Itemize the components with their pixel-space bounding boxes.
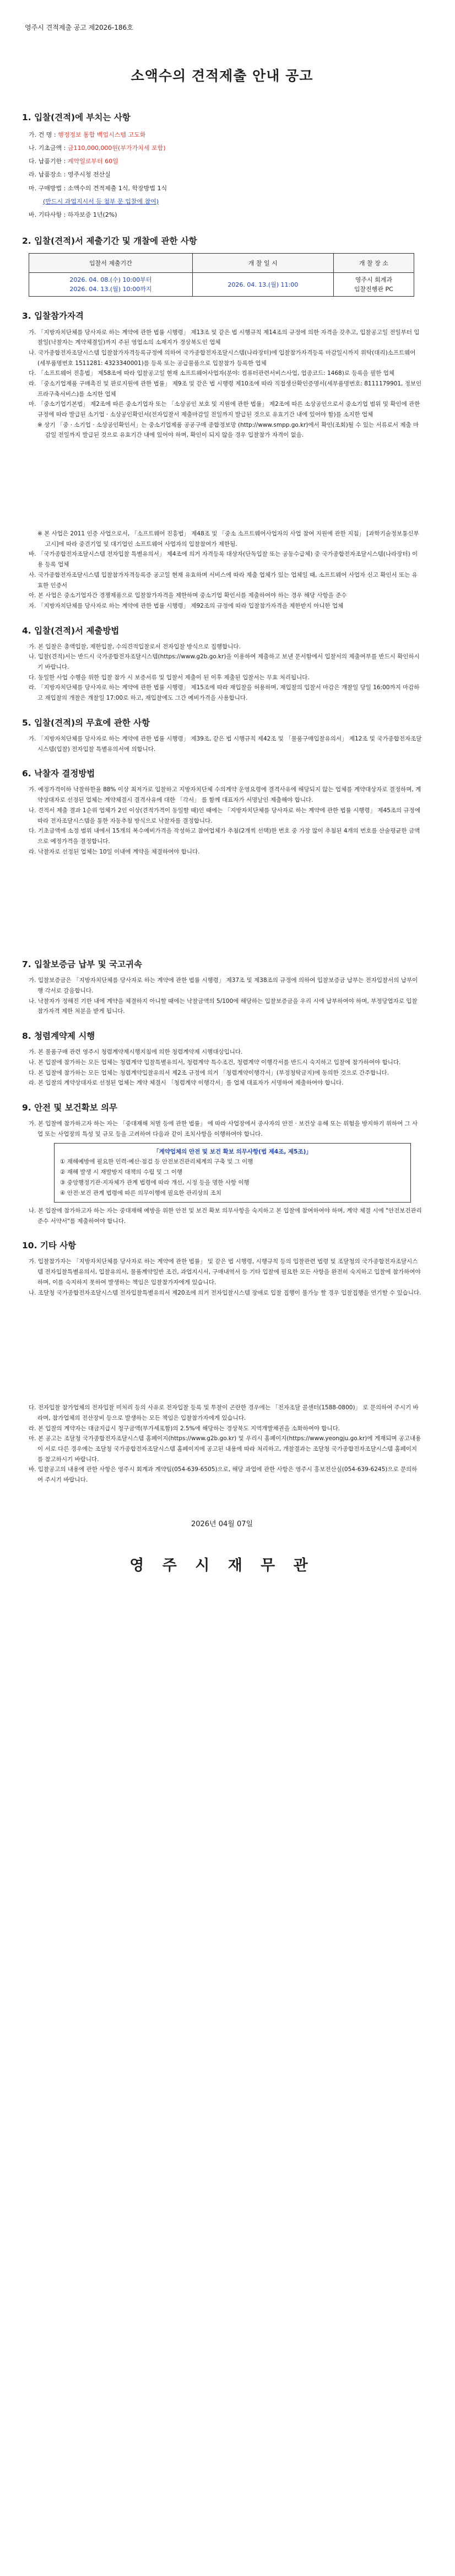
document-title: 소액수의 견적제출 안내 공고 bbox=[131, 68, 313, 84]
paragraph: 라. 본 입찰의 계약자는 대금지급시 청구금액(부가세포함)의 2.5%에 해당하는 경상북도 지역개발채권을 소화하여야 합니다. bbox=[29, 1425, 340, 1432]
paragraph: 가. 「지방자치단체를 당사자로 하는 계약에 관한 법률 시행령」 제13조 및 같은 법 시행규칙 제14조의 규정에 의한 자격을 갖추고, 입찰공고일 전일부터 입찰일(낙찰자는 계약체결일)까지 주된 영업소의 소재지가 경상북도인 업체 bbox=[29, 329, 420, 346]
paragraph: 바. 입찰공고의 내용에 관한 사항은 영주시 회계과 계약팀(054-639-6505)으로, 해당 과업에 관한 사항은 영주시 홍보전산실(054-639-6245)으로 문의하여 주시기 바랍니다. bbox=[29, 1466, 418, 1484]
paragraph: 나. 국가종합전자조달시스템 입찰참가자격등록규정에 의하여 국가종합전자조달시스템(나라장터)에 입찰참가자격등록 마감일시까지 위탁(대리)소프트웨어(세부품명번호 1511281: 4323340001)를 등록 또는 공급물품으로 입찰참가 등록한 업체 bbox=[29, 349, 416, 367]
paragraph: 나. 본 입찰에 참가하는 모든 업체는 청렴계약 입찰특별유의서, 청렴계약 특수조건, 청렴계약 이행각서를 반드시 숙지하고 입찰에 참가하여야 합니다. bbox=[29, 1059, 401, 1066]
paragraph: 가. 예정가격이하 낙찰하한율 88% 이상 최저가로 입찰하고 지방자치단체 수의계약 운영요령에 결격사유에 해당되지 않는 업체를 계약대상자로 결정하며, 계약상대자로 선정된 업체는 계약체결시 결격사유에 대한 「각서」 를 함께 대표자가 서명날인 제출해야 합니다. bbox=[29, 786, 421, 804]
section-1-heading: 1. 입찰(견적)에 부치는 사항 bbox=[22, 112, 131, 122]
bid-item: 가. 건 명 : 행정정보 통합 백업시스템 고도화 bbox=[29, 131, 146, 138]
paragraph: 라. 「지방자치단체를 당사자로 하는 계약에 관한 법률 시행령」 제15조에 따라 재입찰을 허용하며, 재입찰의 입찰서 마감은 개찰일 당일 16:00까지 마감하고 재입찰의 개찰은 개찰일 17:00로 하고, 재입찰에도 그간 예비가격을 사용합니다. bbox=[29, 684, 420, 702]
paragraph: 가. 입찰참가자는 「지방자치단체를 당사자로 하는 계약에 관한 법률」 및 같은 법 시행령, 시행규칙 등의 입찰관련 법령 및 조달청의 국가종합전자조달시스템 전자입찰특별유의서, 입찰유의서, 물품계약일반 조건, 과업지시서, 구매내역서 등 기타 입찰에 필요한 모든 사항을 완전히 숙지하고 입찰에 참가하여야 하며, 이를 숙지하지 못하여 발생하는 책임은 입찰참가자에게 있습니다. bbox=[29, 1258, 421, 1286]
box-title: 「계약업체의 안전 및 보건 확보 의무사항(법 제4조, 제5조)」 bbox=[153, 1148, 312, 1155]
section-3-heading: 3. 입찰참가자격 bbox=[22, 311, 84, 321]
paragraph: 나. 조달청 국가종합전자조달시스템 전자입찰특별유의서 제20조에 의거 전자입찰시스템 장애로 입찰 집행이 불가능 할 경우 입찰집행을 연기할 수 있습니다. bbox=[29, 1289, 421, 1296]
paragraph: 다. 「소프트웨어 진흥법」 제58조에 따라 입찰공고일 현재 소프트웨어사업자(분야: 컴퓨터관련서비스사업, 업종코드: 1468)로 등록을 필한 업체 bbox=[29, 370, 394, 377]
paragraph: 나. 입찰(견적)서는 반드시 국가종합전자조달시스템(https://www.g2b.go.kr)을 이용하여 제출하고 보낸 문서함에서 입찰서의 제출여부를 반드시 확인하시기 바랍니다. bbox=[29, 653, 420, 671]
section-9-heading: 9. 안전 및 보건확보 의무 bbox=[22, 1103, 118, 1113]
issuing-organization: 영 주 시 재 무 관 bbox=[129, 1557, 315, 1575]
paragraph: 나. 견적서 제출 결과 1순위 업체가 2인 이상(견적가격이 동일할 때)인 때에는 「지방자치단체를 당사자로 하는 계약에 관한 법률 시행령」 제45조의 규정에 따라 전자조달시스템을 통한 자동추첨 방식으로 낙찰자를 결정합니다. bbox=[29, 807, 420, 824]
box-item: ① 재해예방에 필요한 인력·예산·점검 등 안전보건관리체계의 구축 및 그 이행 bbox=[60, 1158, 253, 1166]
schedule-header: 개 찰 일 시 bbox=[192, 254, 333, 273]
paragraph: 다. 동일한 사업 수행을 위한 입찰 참가 시 보증서류 및 입찰서 제출이 된 이후 제출된 입찰서는 무효 처리됩니다. bbox=[29, 674, 310, 681]
schedule-header: 입찰서 제출기간 bbox=[29, 254, 193, 273]
section-8-heading: 8. 청렴계약제 시행 bbox=[22, 1031, 95, 1042]
paragraph: 가. 「지방자치단체를 당사자로 하는 계약에 관한 법률 시행령」 제39조, 같은 법 시행규칙 제42조 및 「물품구매입찰유의서」 제12조 및 국가종합전자조달시스템(입찰) 전자입찰 특별유의서에 의합니다. bbox=[29, 735, 422, 753]
paragraph: 라. 본 입찰의 계약상대자로 선정된 업체는 계약 체결시 「청렴계약 이행각서」를 업체 대표자가 서명하여 제출하여야 합니다. bbox=[29, 1080, 344, 1087]
paragraph: 가. 입찰보증금은 「지방자치단체를 당사자로 하는 계약에 관한 법률 시행령」 제37조 및 제38조의 규정에 의하여 입찰보증금 납부는 전자입찰서의 납부이행 각서로 갈음합니다. bbox=[29, 977, 418, 995]
bid-item: 마. 구매방법 : 소액수의 견적제출 1식, 학장방법 1식 bbox=[29, 184, 167, 192]
paragraph: 다. 기초금액에 소정 범위 내에서 15개의 복수예비가격을 작성하고 참여업체가 추첨(2개씩 선택)한 번호 중 가장 많이 추첨된 4개의 번호를 산술평균한 금액으로 예정가격을 결정합니다. bbox=[29, 828, 420, 845]
paragraph: 마. 본 공고는 조달청 국가종합전자조달시스템 홈페이지(https://www.g2b.go.kr) 및 우리시 홈페이지(https://www.yeongju.go.kr)에 게재되며 공고내용이 서로 다른 경우에는 조달청 국가종합전자조달시스템 홈페이지에 공고된 내용에 따라 처리하고, 개찰결과는 조달청 국가종합전자조달시스템 홈페이지를 참고하시기 바랍니다. bbox=[29, 1435, 421, 1463]
section-6-heading: 6. 낙찰자 결정방법 bbox=[22, 769, 95, 779]
paragraph: 아. 본 사업은 중소기업자간 경쟁제품으로 입찰참가자격을 제한하며 중소기업 확인서를 제출하여야 하는 경우 해당 사항을 준수 bbox=[29, 592, 347, 599]
paragraph: 라. 낙찰자로 선정된 업체는 10일 이내에 계약을 체결하여야 합니다. bbox=[29, 848, 200, 855]
box-item: ② 재해 발생 시 재발방지 대책의 수립 및 그 이행 bbox=[60, 1169, 183, 1176]
opening-time: 2026. 04. 13.(월) 11:00 bbox=[192, 273, 333, 297]
bid-items-list bbox=[22, 128, 422, 222]
bid-item: 바. 기타사항 : 하자보증 1년(2%) bbox=[29, 211, 117, 218]
paragraph: 나. 본 입찰에 참가하고자 하는 자는 중대재해 예방을 위한 안전 및 보건 확보 의무사항을 숙지하고 본 입찰에 참여하여야 하며, 계약 체결 시에 "안전보건관리 준수 서약서"를 제출하여야 합니다. bbox=[29, 1207, 422, 1225]
paragraph: 마. 「중소기업기본법」 제2조에 따른 중소기업자 또는 「소상공인 보호 및 지원에 관한 법률」 제2조에 따른 소상공인으로서 중소기업 범위 및 확인에 관한 규정에 따라 발급된 소기업 · 소상공인확인서(전자입찰서 제출마감일 전일까지 발급된 것으로 유효기간 내에 있어야 함)를 소지한 업체 bbox=[29, 401, 420, 418]
box-item: ④ 안전·보건 관계 법령에 따른 의무이행에 필요한 관리상의 조치 bbox=[60, 1190, 222, 1197]
schedule-header: 개 찰 장 소 bbox=[333, 254, 414, 273]
bid-item: 다. 납품기한 : 계약일로부터 60일 bbox=[29, 158, 118, 165]
note-paragraph: ※ 본 사업은 2011 인증 사업으로서, 「소프트웨어 진흥법」 제48조 및 「중소 소프트웨어사업자의 사업 참여 지원에 관한 지침」 [과학기술정보통신부 고시]에 따라 중견기업 및 대기업인 소프트웨어 사업자의 입찰참여가 제한됨. bbox=[37, 530, 419, 548]
section-4-heading: 4. 입찰(견적)서 제출방법 bbox=[22, 625, 120, 636]
safety-obligations-box bbox=[54, 1143, 411, 1203]
paragraph: 다. 전자입찰 참가업체의 전자입찰 미처리 등의 사유로 전자입찰 등록 및 투찰이 곤란한 경우에는 「전자조달 콜센터(1588-0800)」 로 문의하여 주시기 바라며, 참가업체의 전산장비 등으로 발생하는 모든 책임은 입찰참가자에게 있습니다. bbox=[29, 1404, 419, 1421]
paragraph: 바. 「국가종합전자조달시스템 전자입찰 특별유의서」 제4조에 의거 자격등록 대상자(단독입찰 또는 공동수급체) 중 국가종합전자조달시스템(나라장터) 이용 등록 업체 bbox=[29, 551, 418, 568]
paragraph: 자. 「지방자치단체를 당사자로 하는 계약에 관한 법률 시행령」 제92조의 규정에 따라 입찰참가자격을 제한받지 아니한 업체 bbox=[29, 602, 344, 609]
issue-date: 2026년 04월 07일 bbox=[191, 1520, 253, 1528]
paragraph: 나. 낙찰자가 정해진 기한 내에 계약을 체결하지 아니할 때에는 낙찰금액의 5/100에 해당하는 입찰보증금을 우리 시에 납부하여야 하며, 부정당업자로 입찰참가자격 제한 처분을 받게 됩니다. bbox=[29, 997, 418, 1015]
schedule-table bbox=[29, 253, 414, 297]
bid-item: 나. 기초금액 : 금110,000,000원(부가가치세 포함) bbox=[29, 144, 166, 152]
section-7-heading: 7. 입찰보증금 납부 및 국고귀속 bbox=[22, 959, 142, 970]
section-2-heading: 2. 입찰(견적)서 제출기간 및 개찰에 관한 사항 bbox=[22, 236, 197, 246]
section-5-heading: 5. 입찰(견적)의 무효에 관한 사항 bbox=[22, 717, 150, 728]
paragraph: 가. 본 입찰은 총액입찰, 제한입찰, 수의견적입찰로서 전자입찰 방식으로 집행합니다. bbox=[29, 643, 241, 650]
section-10-heading: 10. 기타 사항 bbox=[22, 1241, 77, 1251]
box-item: ③ 중앙행정기관·지자체가 관계 법령에 따라 개선, 시정 등을 명한 사항 이행 bbox=[60, 1179, 250, 1187]
paragraph: 가. 본 입찰에 참가하고자 하는 자는 「중대재해 처벌 등에 관한 법률」 에 따라 사업장에서 종사자의 안전 · 보건상 유해 또는 위험을 방지하기 위하여 그 사업 또는 사업장의 특성 및 규모 등을 고려하여 다음과 같이 조치사항을 이행하여야 합니다. bbox=[29, 1120, 418, 1137]
paragraph: 라. 「중소기업제품 구매촉진 및 판로지원에 관한 법률」 제9조 및 같은 법 시행령 제10조에 따라 직접생산확인증명서(세부품명번호: 8111179901, 정보인프라구축서비스)를 소지한 업체 bbox=[29, 380, 422, 398]
paragraph: 사. 국가종합전자조달시스템 입찰참가자격등록증 공고일 현재 유효하며 서비스에 따라 제출 업체가 있는 업체일 때, 소프트웨어 사업자 신고 확인서 또는 유효한 인증서 bbox=[29, 571, 418, 589]
paragraph: 다. 본 입찰에 참가하는 모든 업체는 청렴계약입찰유의서 제2조 규정에 의거 「청렴계약이행각서」(부정청탁금지)에 동의한 것으로 간주합니다. bbox=[29, 1069, 389, 1076]
note-paragraph: ※ 상기 「중 · 소기업 · 소상공인확인서」는 중소기업제품 공공구매 종합정보망 (http://www.smpp.go.kr)에서 확인(조회)될 수 있는 서류로서 제출 마감일 전일까지 발급된 것으로 유효기간 내에 있어야 하며, 확인이 되지 않을 경우 입찰참가 자격이 없음. bbox=[37, 421, 419, 439]
paragraph: 가. 본 물품구매 관련 영주시 청렴계약제시행지침에 의한 청렴계약제 시행대상입니다. bbox=[29, 1049, 243, 1056]
opening-place: 영주시 회계과 입찰진행관 PC bbox=[333, 273, 414, 297]
notice-number: 영주시 견적제출 공고 제2026-186호 bbox=[25, 24, 133, 31]
bid-item-note: (반드시 과업지시서 등 첨부 문 입찰에 참여) bbox=[43, 197, 159, 205]
bid-item: 라. 납품장소 : 영주시청 전산실 bbox=[29, 171, 111, 179]
submission-period: 2026. 04. 08.(수) 10:00부터 2026. 04. 13.(월) 10:00까지 bbox=[29, 273, 193, 297]
